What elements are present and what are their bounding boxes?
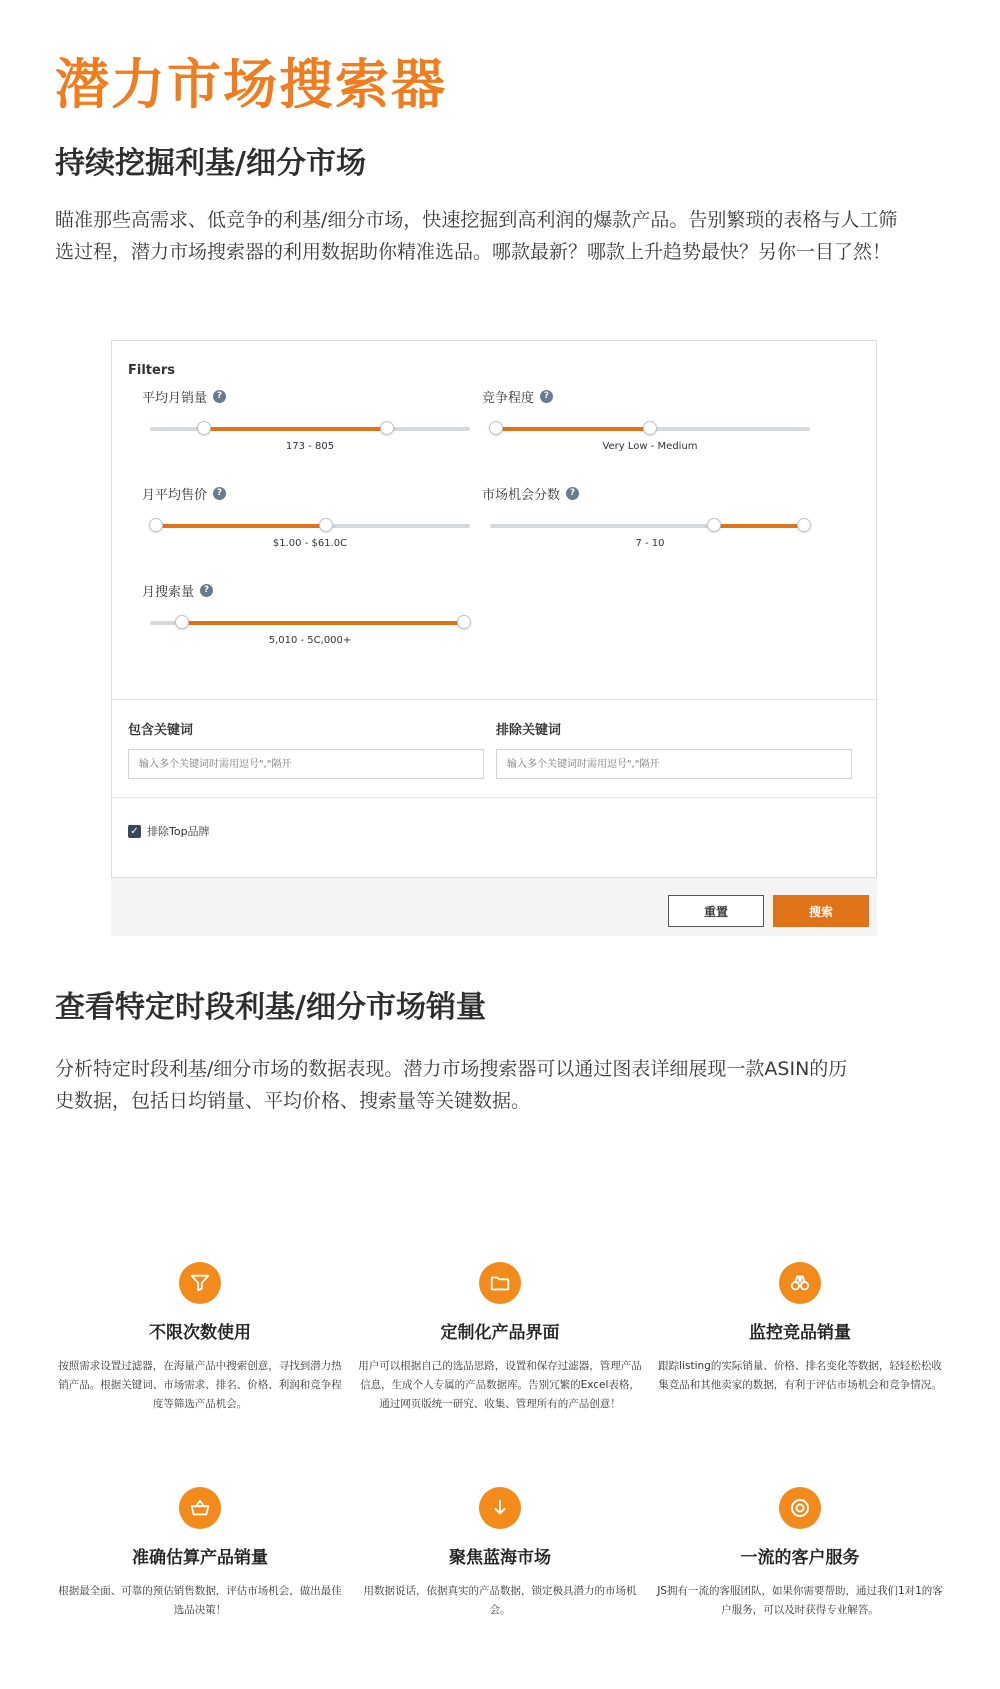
divider <box>112 699 878 700</box>
filter-avg-price <box>112 484 452 574</box>
reset-button[interactable]: 重置 <box>668 895 764 927</box>
feature-card <box>355 1262 645 1414</box>
feature-card <box>355 1487 645 1620</box>
checkbox-checked-icon[interactable]: ✓ <box>128 825 141 838</box>
feature-title: 监控竞品销量 <box>749 1323 851 1343</box>
slider-handle-min[interactable] <box>707 518 721 532</box>
feature-description: 按照需求设置过滤器，在海量产品中搜索创意，寻找到潜力热销产品。根据关键词、市场需求、排名、价格、利润和竞争程度等筛选产品机会。 <box>58 1360 342 1410</box>
range-value: 173 - 805 <box>285 441 335 452</box>
slider-handle-max[interactable] <box>797 518 811 532</box>
feature-title: 准确估算产品销量 <box>132 1548 268 1568</box>
include-keywords-label: 包含关键词 <box>128 723 194 738</box>
section1-title: 持续挖掘利基/细分市场 <box>55 146 366 181</box>
range-slider-fill <box>204 427 386 431</box>
lifebuoy-icon <box>779 1487 821 1529</box>
range-slider-track[interactable] <box>490 427 810 431</box>
filter-panel-box <box>111 340 877 878</box>
filter-label: 月搜索量 <box>142 585 195 600</box>
divider <box>112 797 878 798</box>
feature-description: 根据最全面、可靠的预估销售数据，评估市场机会，做出最佳选品决策！ <box>58 1585 342 1616</box>
help-icon[interactable]: ? <box>213 487 226 500</box>
range-slider-fill <box>714 524 804 528</box>
filter-label: 竞争程度 <box>482 391 535 406</box>
feature-title: 定制化产品界面 <box>440 1323 560 1343</box>
range-slider-track[interactable] <box>150 427 470 431</box>
search-button[interactable]: 搜索 <box>773 895 869 927</box>
exclude-keywords-input[interactable] <box>496 749 852 779</box>
help-icon[interactable]: ? <box>540 390 553 403</box>
range-value: 7 - 10 <box>635 538 665 549</box>
feature-card <box>655 1487 945 1620</box>
range-value: 5,010 - 5C,000+ <box>268 635 352 646</box>
filter-label: 市场机会分数 <box>482 488 561 503</box>
filter-label: 月平均售价 <box>142 488 208 503</box>
feature-description: 跟踪listing的实际销量、价格、排名变化等数据，轻轻松松收集竞品和其他卖家的数据，有利于评估市场机会和竞争情况。 <box>658 1360 942 1391</box>
range-slider-fill <box>182 621 464 625</box>
section2-description: 分析特定时段利基/细分市场的数据表现。潜力市场搜索器可以通过图表详细展现一款ASIN的历史数据，包括日均销量、平均价格、搜索量等关键数据。 <box>55 1058 848 1112</box>
range-slider-track[interactable] <box>150 524 470 528</box>
slider-handle-min[interactable] <box>197 421 211 435</box>
help-icon[interactable]: ? <box>200 584 213 597</box>
range-slider-track[interactable] <box>150 621 470 625</box>
binoculars-icon <box>779 1262 821 1304</box>
slider-handle-min[interactable] <box>175 615 189 629</box>
slider-handle-min[interactable] <box>489 421 503 435</box>
filters-title: Filters <box>128 363 175 378</box>
feature-card <box>55 1262 345 1414</box>
feature-card <box>55 1487 345 1620</box>
feature-title: 一流的客户服务 <box>740 1548 860 1568</box>
range-slider-fill <box>156 524 326 528</box>
arrow-down-icon <box>479 1487 521 1529</box>
exclude-top-brand-row[interactable] <box>128 823 210 839</box>
page-title: 潜力市场搜索器 <box>55 53 447 116</box>
range-value: $1.00 - $61.0C <box>272 538 348 549</box>
filter-monthly-searches <box>112 581 452 671</box>
help-icon[interactable]: ? <box>213 390 226 403</box>
slider-handle-max[interactable] <box>643 421 657 435</box>
filter-icon <box>179 1262 221 1304</box>
help-icon[interactable]: ? <box>566 487 579 500</box>
feature-card <box>655 1262 945 1395</box>
basket-icon <box>179 1487 221 1529</box>
filter-panel-footer <box>111 878 877 936</box>
filter-avg-monthly-sales <box>112 387 452 477</box>
range-slider-fill <box>496 427 650 431</box>
section1-description: 瞄准那些高需求、低竞争的利基/细分市场，快速挖掘到高利润的爆款产品。告别繁琐的表格与人工筛选过程，潜力市场搜索器的利用数据助你精准选品。哪款最新？哪款上升趋势最快？另你一目了然！ <box>55 209 898 263</box>
filter-opportunity-score <box>452 484 792 574</box>
slider-handle-max[interactable] <box>319 518 333 532</box>
feature-title: 不限次数使用 <box>149 1323 251 1343</box>
exclude-top-brand-label: 排除Top品牌 <box>147 825 210 838</box>
filter-competition-level <box>452 387 792 477</box>
range-slider-track[interactable] <box>490 524 810 528</box>
slider-handle-min[interactable] <box>149 518 163 532</box>
feature-title: 聚焦蓝海市场 <box>449 1548 551 1568</box>
include-keywords-input[interactable] <box>128 749 484 779</box>
filter-label: 平均月销量 <box>142 391 208 406</box>
section2-title: 查看特定时段利基/细分市场销量 <box>55 990 486 1025</box>
slider-handle-max[interactable] <box>380 421 394 435</box>
exclude-keywords-label: 排除关键词 <box>496 723 562 738</box>
slider-handle-max[interactable] <box>457 615 471 629</box>
feature-description: 用户可以根据自己的选品思路，设置和保存过滤器，管理产品信息，生成个人专属的产品数据库。告别冗繁的Excel表格，通过网页版统一研究、收集、管理所有的产品创意！ <box>358 1360 642 1410</box>
filter-panel <box>111 340 877 936</box>
folder-icon <box>479 1262 521 1304</box>
feature-description: 用数据说话，依据真实的产品数据，锁定极具潜力的市场机会。 <box>363 1585 637 1616</box>
range-value: Very Low - Medium <box>602 441 698 452</box>
feature-description: JS拥有一流的客服团队，如果你需要帮助，通过我们1对1的客户服务，可以及时获得专业解答。 <box>657 1585 943 1616</box>
